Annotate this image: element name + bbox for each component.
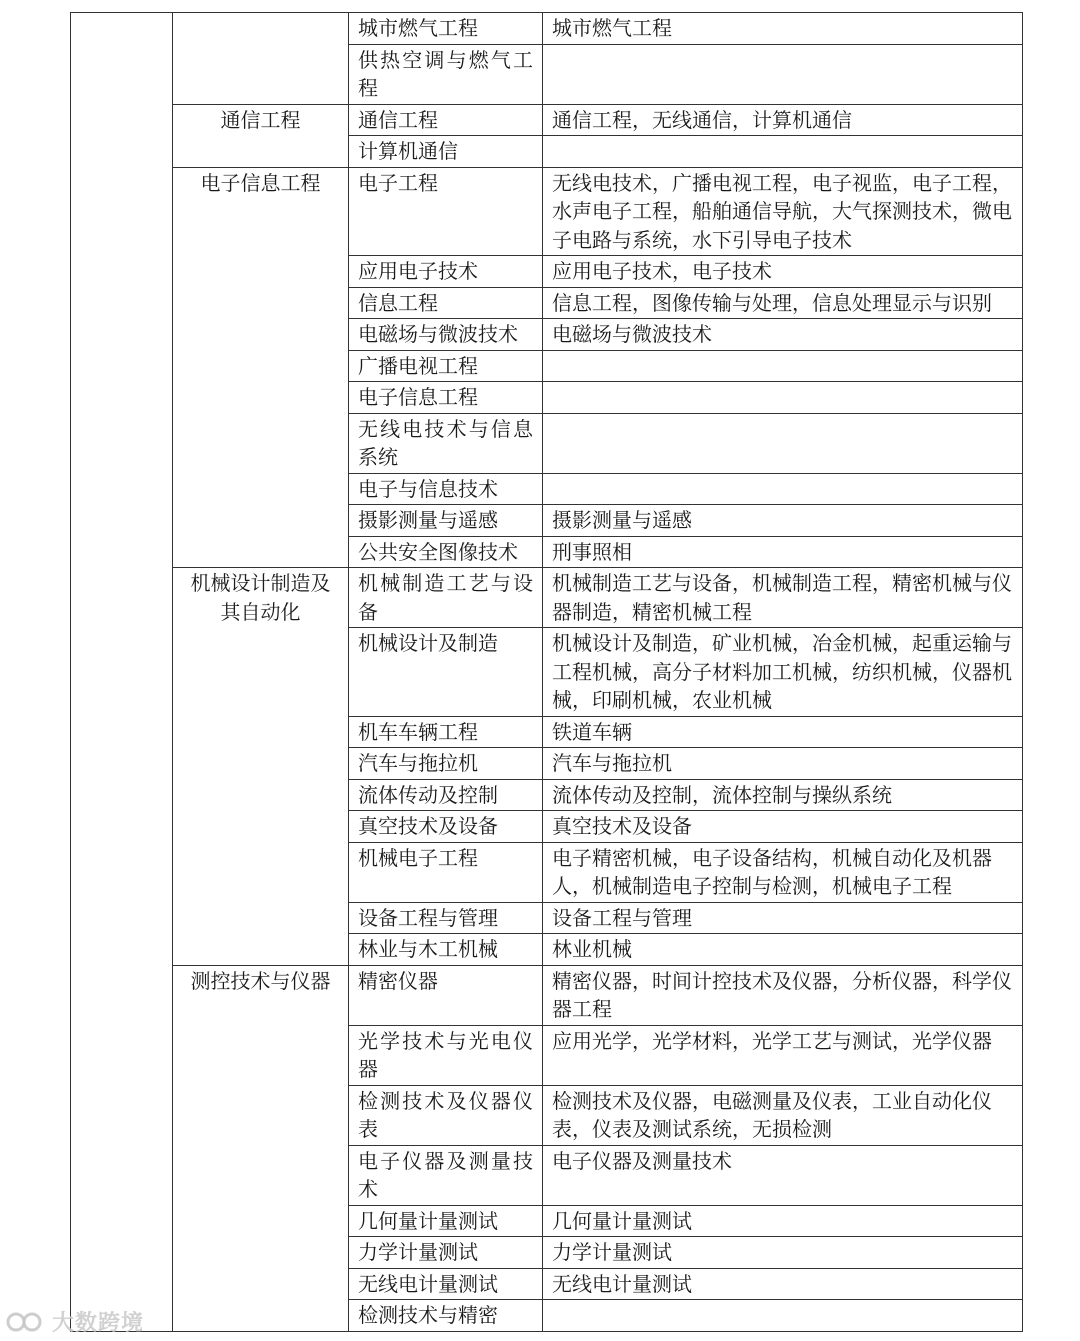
table-row	[71, 965, 1023, 1025]
major-name-cell: 无线电计量测试	[349, 1268, 543, 1300]
major-name-cell: 电子与信息技术	[349, 473, 543, 505]
major-name-cell: 信息工程	[349, 287, 543, 319]
original-majors-cell: 无线电技术，广播电视工程，电子视监，电子工程，水声电子工程，船舶通信导航，大气探测技术，微电子电路与系统，水下引导电子技术	[543, 167, 1023, 256]
major-name-cell: 电子工程	[349, 167, 543, 256]
major-name-cell: 摄影测量与遥感	[349, 505, 543, 537]
major-name-cell: 通信工程	[349, 104, 543, 136]
major-name-cell: 机械电子工程	[349, 842, 543, 902]
original-majors-cell	[543, 1300, 1023, 1332]
original-majors-cell: 无线电计量测试	[543, 1268, 1023, 1300]
original-majors-cell	[543, 413, 1023, 473]
major-name-cell: 城市燃气工程	[349, 13, 543, 45]
original-majors-cell: 机械设计及制造，矿业机械，冶金机械，起重运输与工程机械，高分子材料加工机械，纺织机械，仪器机械，印刷机械，农业机械	[543, 628, 1023, 717]
major-name-cell: 几何量计量测试	[349, 1205, 543, 1237]
original-majors-cell: 机械制造工艺与设备，机械制造工程，精密机械与仪器制造，精密机械工程	[543, 568, 1023, 628]
major-catalog-table	[70, 12, 1023, 1332]
original-majors-cell: 信息工程，图像传输与处理，信息处理显示与识别	[543, 287, 1023, 319]
major-name-cell: 无线电技术与信息系统	[349, 413, 543, 473]
table-row	[71, 167, 1023, 256]
major-name-cell: 林业与木工机械	[349, 934, 543, 966]
major-name-cell: 设备工程与管理	[349, 902, 543, 934]
original-majors-cell: 电磁场与微波技术	[543, 319, 1023, 351]
original-majors-cell: 几何量计量测试	[543, 1205, 1023, 1237]
original-majors-cell: 力学计量测试	[543, 1237, 1023, 1269]
major-group-cell: 机械设计制造及其自动化	[173, 568, 349, 966]
table-body	[71, 13, 1023, 1332]
original-majors-cell: 精密仪器，时间计控技术及仪器，分析仪器，科学仪器工程	[543, 965, 1023, 1025]
table-row	[71, 13, 1023, 45]
major-name-cell: 精密仪器	[349, 965, 543, 1025]
original-majors-cell: 汽车与拖拉机	[543, 748, 1023, 780]
original-majors-cell: 检测技术及仪器，电磁测量及仪表，工业自动化仪表，仪表及测试系统，无损检测	[543, 1085, 1023, 1145]
original-majors-cell: 设备工程与管理	[543, 902, 1023, 934]
major-name-cell: 电子仪器及测量技术	[349, 1145, 543, 1205]
original-majors-cell: 真空技术及设备	[543, 811, 1023, 843]
major-name-cell: 检测技术与精密	[349, 1300, 543, 1332]
major-name-cell: 真空技术及设备	[349, 811, 543, 843]
original-majors-cell: 刑事照相	[543, 536, 1023, 568]
major-name-cell: 力学计量测试	[349, 1237, 543, 1269]
major-name-cell: 光学技术与光电仪器	[349, 1025, 543, 1085]
table-row	[71, 568, 1023, 628]
major-name-cell: 应用电子技术	[349, 256, 543, 288]
major-name-cell: 汽车与拖拉机	[349, 748, 543, 780]
original-majors-cell	[543, 136, 1023, 168]
original-majors-cell	[543, 473, 1023, 505]
major-name-cell: 机车车辆工程	[349, 716, 543, 748]
original-majors-cell: 铁道车辆	[543, 716, 1023, 748]
original-majors-cell: 应用电子技术，电子技术	[543, 256, 1023, 288]
original-majors-cell: 林业机械	[543, 934, 1023, 966]
major-name-cell: 流体传动及控制	[349, 779, 543, 811]
major-group-cell: 测控技术与仪器	[173, 965, 349, 1331]
major-name-cell: 检测技术及仪器仪表	[349, 1085, 543, 1145]
original-majors-cell	[543, 382, 1023, 414]
original-majors-cell: 城市燃气工程	[543, 13, 1023, 45]
major-name-cell: 机械设计及制造	[349, 628, 543, 717]
major-name-cell: 广播电视工程	[349, 350, 543, 382]
table-row	[71, 104, 1023, 136]
original-majors-cell: 通信工程，无线通信，计算机通信	[543, 104, 1023, 136]
original-majors-cell: 摄影测量与遥感	[543, 505, 1023, 537]
watermark	[6, 1306, 144, 1337]
original-majors-cell: 电子仪器及测量技术	[543, 1145, 1023, 1205]
category-cell	[71, 13, 173, 1332]
major-name-cell: 机械制造工艺与设备	[349, 568, 543, 628]
original-majors-cell	[543, 350, 1023, 382]
major-name-cell: 供热空调与燃气工程	[349, 44, 543, 104]
original-majors-cell: 应用光学，光学材料，光学工艺与测试，光学仪器	[543, 1025, 1023, 1085]
original-majors-cell	[543, 44, 1023, 104]
major-name-cell: 电子信息工程	[349, 382, 543, 414]
watermark-logo-icon	[6, 1310, 46, 1334]
major-name-cell: 公共安全图像技术	[349, 536, 543, 568]
major-group-cell	[173, 13, 349, 105]
original-majors-cell: 流体传动及控制，流体控制与操纵系统	[543, 779, 1023, 811]
major-group-cell: 通信工程	[173, 104, 349, 167]
major-name-cell: 电磁场与微波技术	[349, 319, 543, 351]
watermark-text: 大数跨境	[52, 1311, 145, 1336]
major-name-cell: 计算机通信	[349, 136, 543, 168]
major-group-cell: 电子信息工程	[173, 167, 349, 568]
original-majors-cell: 电子精密机械，电子设备结构，机械自动化及机器人，机械制造电子控制与检测，机械电子工程	[543, 842, 1023, 902]
